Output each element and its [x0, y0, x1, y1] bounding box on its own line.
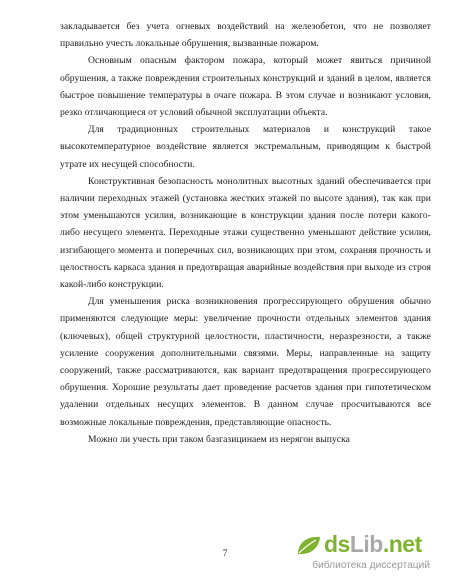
paragraph: Основным опасным фактором пожара, который может явиться причиной обрушения, а также повреждения строительных конструкций и зданий в целом, является быстрое повышение температуры в очаге пожара. В этом случае и возникают условия, резко отличающиеся от условий обычной эксплуатации объекта. [60, 55, 431, 119]
paragraph: Для традиционных строительных материалов и конструкций такое высокотемпературное воздействие является экстремальным, приводящим к быстрой утрате их несущей способности. [60, 124, 431, 170]
paragraph-partial: Можно ли учесть при таком базгазицинаем из нерягон выпуска [88, 433, 350, 445]
logo-part-ds: ds [324, 531, 350, 557]
logo-part-net: .net [382, 531, 422, 557]
body-text [60, 18, 431, 448]
watermark [294, 532, 430, 574]
watermark-logo [324, 532, 422, 557]
paragraph: Конструктивная безопасность монолитных высотных зданий обеспечивается при наличии переходных этажей (установка жестких этажей по высоте здания), так как при этом уменьшаются усилия, возникающие в конструкции здания после потери какого-либо несущего элемента. Переходные этажи существенно уменьшают действие усилия, изгибающего момента и поперечных сил, возникающих при этом, сохраняя прочность и целостность каркаса здания и предотвращая аварийные воздействия при выходе из строя какой-либо конструкции. [60, 175, 431, 291]
logo-part-lib: Lib [349, 531, 383, 557]
paragraph: закладывается без учета огневых воздействий на железобетон, что не позволяет правильно учесть локальные обрушения, вызванные пожаром. [60, 21, 431, 50]
paragraph: Для уменьшения риска возникновения прогрессирующего обрушения обычно применяются следующие меры: увеличение прочности отдельных элементов здания (ключевых), общей структурной целостности, пластичности, неразрезности, а также усиление сооружения дополнительными связями. Меры, направленные на защиту сооружений, также рассматриваются, как вариант предотвращения прогрессирующего обрушения. Хорошие результаты дает проведение расчетов здания при гипотетическом удалении отдельных несущих элементов. В данном случае просчитываются все возможные локальные повреждения, представляющие опасность. [60, 296, 431, 428]
watermark-subtitle: библиотека диссертаций [312, 560, 430, 571]
leaf-logo-icon [294, 534, 324, 558]
page-number: 7 [222, 548, 228, 558]
